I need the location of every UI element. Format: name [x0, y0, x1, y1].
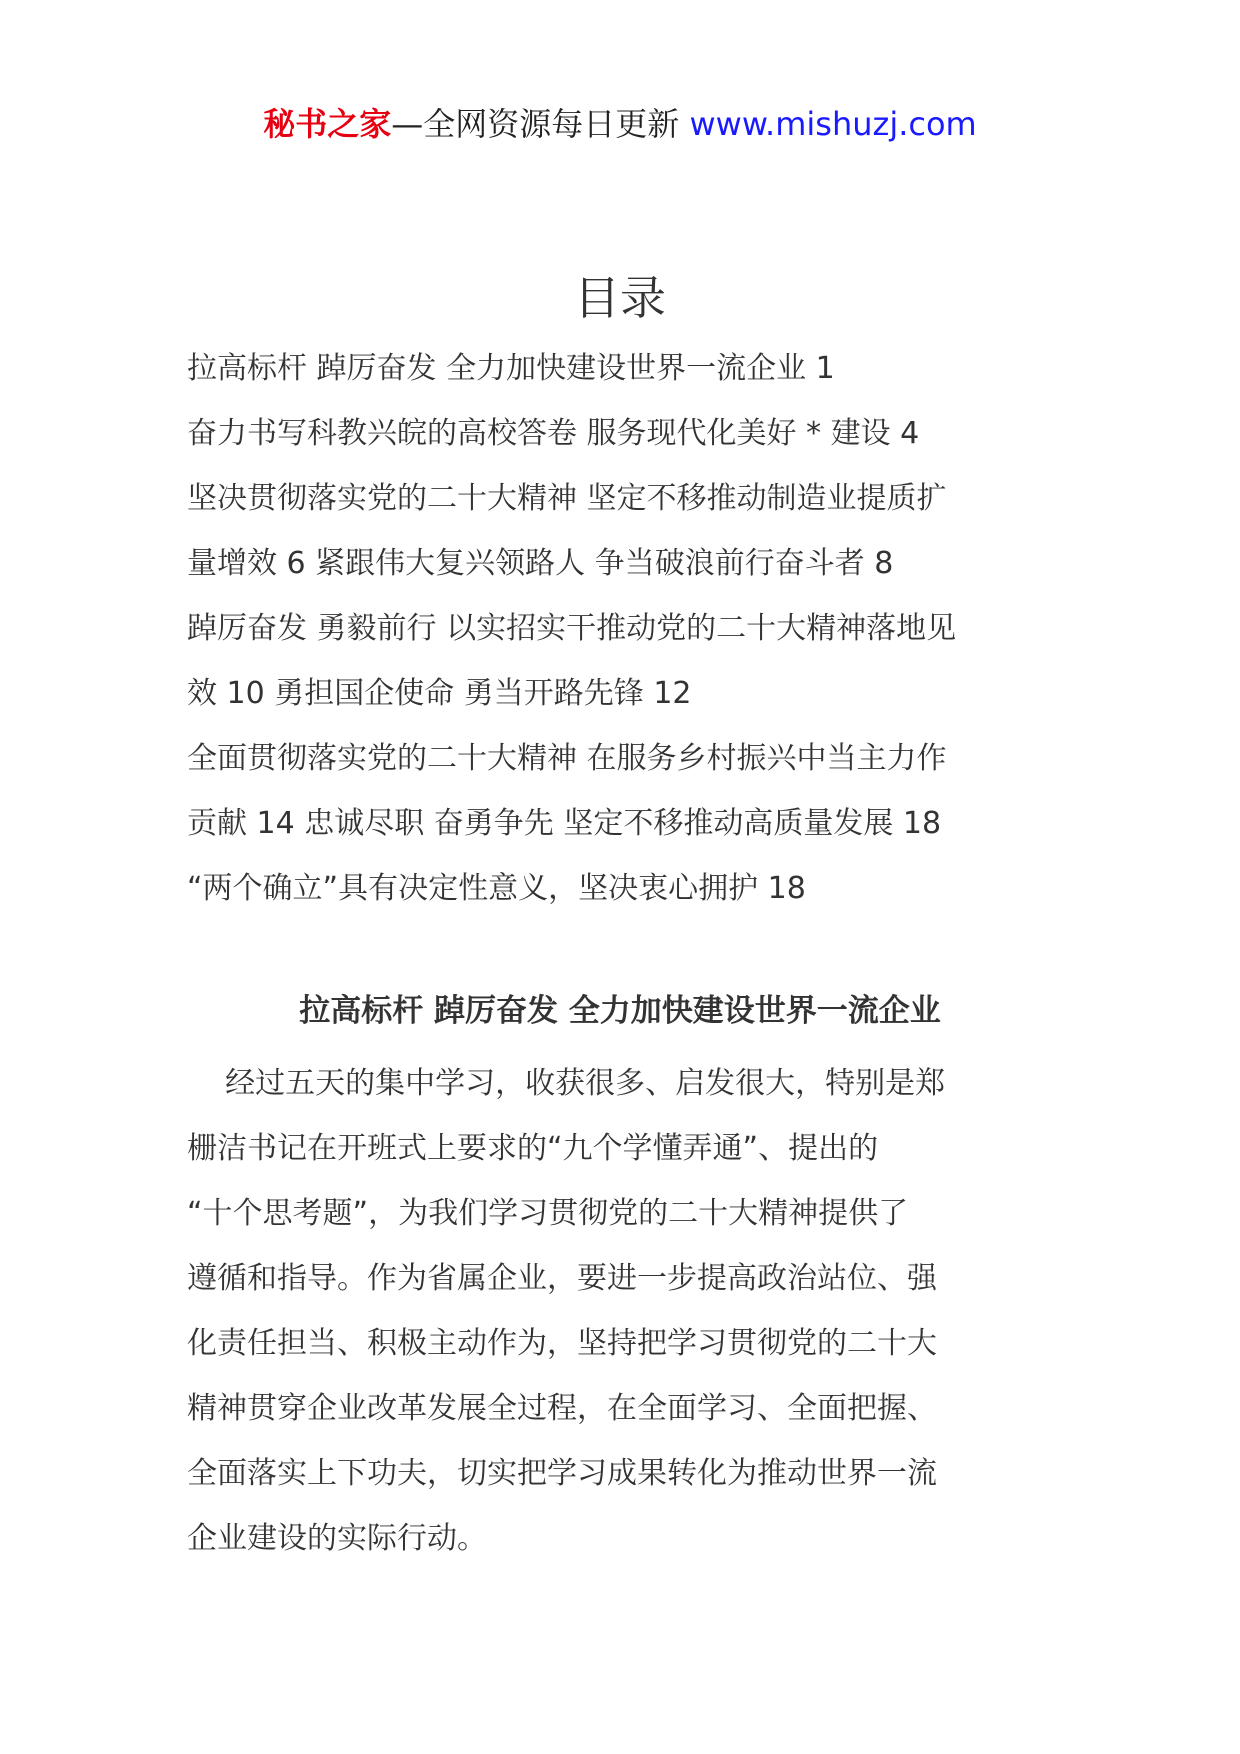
toc-entry[interactable]: 效 10 勇担国企使命 勇当开路先锋 12 — [187, 676, 692, 711]
body-line: 栅洁书记在开班式上要求的“九个学懂弄通”、提出的 — [187, 1131, 879, 1166]
body-line: 遵循和指导。作为省属企业，要进一步提高政治站位、强 — [187, 1261, 937, 1296]
body-line: 企业建设的实际行动。 — [187, 1521, 487, 1556]
toc-entry[interactable]: 踔厉奋发 勇毅前行 以实招实干推动党的二十大精神落地见 — [187, 611, 957, 646]
body-line: “十个思考题”，为我们学习贯彻党的二十大精神提供了 — [187, 1196, 909, 1231]
body-line: 化责任担当、积极主动作为，坚持把学习贯彻党的二十大 — [187, 1326, 937, 1361]
toc-entry[interactable]: “两个确立”具有决定性意义，坚决衷心拥护 18 — [187, 871, 806, 906]
header-slogan: —全网资源每日更新 — [391, 105, 690, 143]
toc-entry[interactable]: 坚决贯彻落实党的二十大精神 坚定不移推动制造业提质扩 — [187, 481, 947, 516]
toc-entry[interactable]: 贡献 14 忠诚尽职 奋勇争先 坚定不移推动高质量发展 18 — [187, 806, 942, 841]
article-body — [187, 1051, 1067, 1571]
body-line: 经过五天的集中学习，收获很多、启发很大，特别是郑 — [187, 1066, 946, 1101]
body-line: 精神贯穿企业改革发展全过程，在全面学习、全面把握、 — [187, 1391, 937, 1426]
brand-name: 秘书之家 — [263, 105, 392, 143]
body-line: 全面落实上下功夫，切实把学习成果转化为推动世界一流 — [187, 1456, 937, 1491]
toc-entry[interactable]: 全面贯彻落实党的二十大精神 在服务乡村振兴中当主力作 — [187, 741, 947, 776]
article-title: 拉高标杆 踔厉奋发 全力加快建设世界一流企业 — [299, 993, 941, 1029]
table-of-contents — [187, 336, 1067, 921]
toc-entry[interactable]: 量增效 6 紧跟伟大复兴领路人 争当破浪前行奋斗者 8 — [187, 546, 894, 581]
site-header — [0, 98, 1240, 150]
site-url-link[interactable]: www.mishuzj.com — [689, 105, 977, 143]
toc-entry[interactable]: 拉高标杆 踔厉奋发 全力加快建设世界一流企业 1 — [187, 351, 835, 386]
toc-entry[interactable]: 奋力书写科教兴皖的高校答卷 服务现代化美好 * 建设 4 — [187, 416, 920, 451]
toc-title: 目录 — [574, 271, 666, 325]
